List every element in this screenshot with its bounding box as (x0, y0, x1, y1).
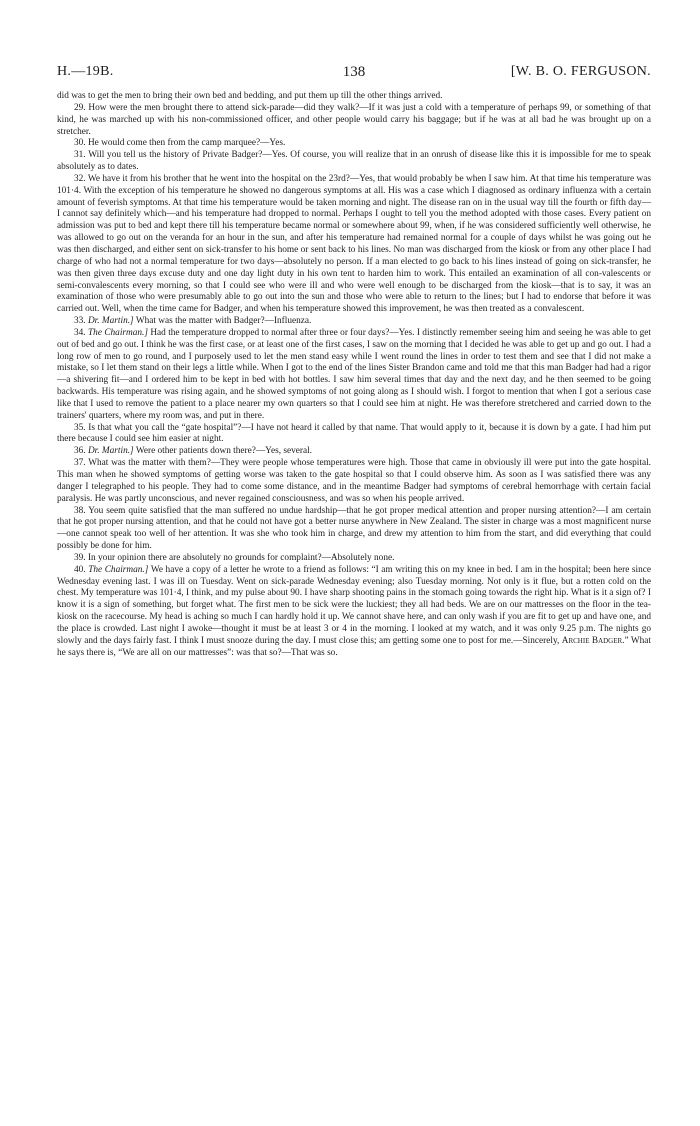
speaker-label: The Chairman.] (88, 564, 149, 575)
letter-signature: Archie Badger. (561, 635, 625, 646)
question-30: 30. He would come then from the camp marquee?—Yes. (74, 138, 286, 149)
question-38: 38. You seem quite satisfied that the man suffered no undue hardship—that he got proper medical attention and proper nursing attention?—I am certain that he got proper nursing attention, and that he could not have got a better nurse anywhere in New Zealand. The sister in charge was a most magnificent nurse—one cannot speak too well of her attention. It was she who took him in charge, and drew my attention to him from the start, and did everything that could possibly be done for him. (57, 505, 651, 552)
witness-name: [W. B. O. FERGUSON. (510, 64, 651, 79)
question-40: 40. The Chairman.] We have a copy of a letter he wrote to a friend as follows: “I am writing this on my knee in bed. I am in the hospital; been here since Wednesday evening last. I was ill on Tuesday. Went on sick-parade Wednesday evening; also Tuesday morning. Not only is it flue, but a rotten cold on the chest. My temperature was 101·4, I think, and my pulse about 90. I have sharp shooting pains in the stomach going towards the right hip. What is it a sign of? I know it is a sign of something, but forget what. The first men to be sick were the luckiest; they all had beds. We are on our mattresses on the floor in the tea-kiosk on the racecourse. My head is aching so much I can hardly hold it up. We cannot shave here, and can only wash if you are fit to get up and have one, and the place is crowded. Last night I awoke—thought it must be at least 3 or 4 in the morning. I looked at my watch, and it was only 9.25 p.m. The nights go slowly and the days fairly fast. I think I must snooze during the day. I must close this; am getting some one to post for me.—Sincerely, Archie Badger.” What he says there is, “We are all on our mattresses”: was that so?—That was so. (57, 564, 652, 658)
question-33: 33. Dr. Martin.] What was the matter with Badger?—Influenza. (74, 316, 312, 327)
question-36: 36. Dr. Martin.] Were other patients down there?—Yes, several. (74, 446, 313, 457)
question-37: 37. What was the matter with them?—They were people whose temperatures were high. Those that came in obviously ill were put into the gate hospital. This man when he showed symptoms of getting worse was taken to the gate hospital so that I could observe him. As soon as I was satisfied there was any danger I telegraphed to his people. They had to come some distance, and in the meantime Badger had symptoms of cerebral hemorrhage with certain facial paralysis. He was partly unconscious, and never regained consciousness, and was so when his people arrived. (57, 458, 651, 504)
page-header (57, 64, 651, 84)
question-32: 32. We have it from his brother that he went into the hospital on the 23rd?—Yes, that would probably be when I saw him. At that time his temperature was 101·4. With the exception of his temperature he showed no dangerous symptoms at all. His was a case which I diagnosed as ordinary influenza with a certain amount of feverish symptoms. At that time his temperature would be taken morning and night. The disease ran on in the usual way till the fourth or fifth day—I cannot say definitely which—and his temperature had dropped to normal. Perhaps I ought to tell you the method adopted with those cases. Every patient on admission was put to bed and kept there till his temperature became normal or somewhere about 99, when, if he was considered sufficiently well otherwise, he was allowed to go out on the veranda for an hour in the sun, and after his temperature had remained normal for a couple of days whilst he was going out he was then discharged, and either sent on sick-transfer to his home or sent back to his lines. No man was discharged from the kiosk or from any other place I had charge of who had not a normal temperature for two days—absolutely no person. If a man elected to go back to his lines instead of going on sick-transfer, he was then given three days excuse duty and one day light duty in his own tent to harden him to work. This entailed an examination of all con-valescents or semi-convalescents every morning, so that I could see who were ill and who were well enough to be discharged from the kiosk—that is to say, it was an examination of those who were presumably able to go out into the sun and those who were able to return to the lines; but I had to endorse that before it was carried out. Well, when the time came for Badger, and when his temperature showed this improvement, he was then treated as a convalescent. (57, 173, 652, 315)
evidence-body (57, 91, 651, 660)
speaker-label: The Chairman.] (88, 327, 148, 338)
page-number: 138 (342, 64, 366, 80)
question-29: 29. How were the men brought there to attend sick-parade—did they walk?—If it was just a cold with a temperature of perhaps 99, or something of that kind, he was marched up with his non-commissioned officer, and other people would carry his baggage; but if he was at all bad he was brought up on a stretcher. (57, 102, 652, 137)
speaker-label: Dr. Martin.] (87, 316, 134, 327)
question-34: 34. The Chairman.] Had the temperature dropped to normal after three or four days?—Yes. I distinctly remember seeing him and seeing he was able to get out of bed and go out. I think he was the first case, or at least one of the first cases, I saw on the morning that I decided he was able to get up and go out. I had a long row of men to go round, and I purposely used to let the men stand easy while I went round the lines in order to test them and see that I did not make a mistake, so I let them stand on their legs a little while. When I got to the end of the lines Sister Brandon came and told me that this man Badger had had a rigor—a shivering fit—and I ordered him to be kept in bed with hot bottles. I saw him several times that day and the next day, and he then seemed to be going backwards. His temperature was rising again, and he showed symptoms of not going along as I should wish. I forgot to mention that when I got a serious case like that I used to remove the patient to a place nearer my own quarters so that I could see him at night. He was therefore stretchered and carried down to the trainers' quarters, where my room was, and put in there. (57, 327, 651, 421)
speaker-label: Dr. Martin.] (87, 446, 134, 457)
question-39: 39. In your opinion there are absolutely no grounds for complaint?—Absolutely none. (74, 552, 395, 563)
paper-reference: H.—19B. (57, 64, 114, 79)
question-31: 31. Will you tell us the history of Private Badger?—Yes. Of course, you will realize that in an onrush of disease like this it is impossible for me to speak absolutely as to dates. (57, 150, 652, 173)
paragraph-continuation: did was to get the men to bring their own bed and bedding, and put them up till the other things arrived. (57, 91, 443, 101)
question-35: 35. Is that what you call the “gate hospital”?—I have not heard it called by that name. That would apply to it, because it is down by a gate. I had him put there because I could see him easier at night. (57, 422, 652, 445)
document-page (57, 64, 651, 660)
